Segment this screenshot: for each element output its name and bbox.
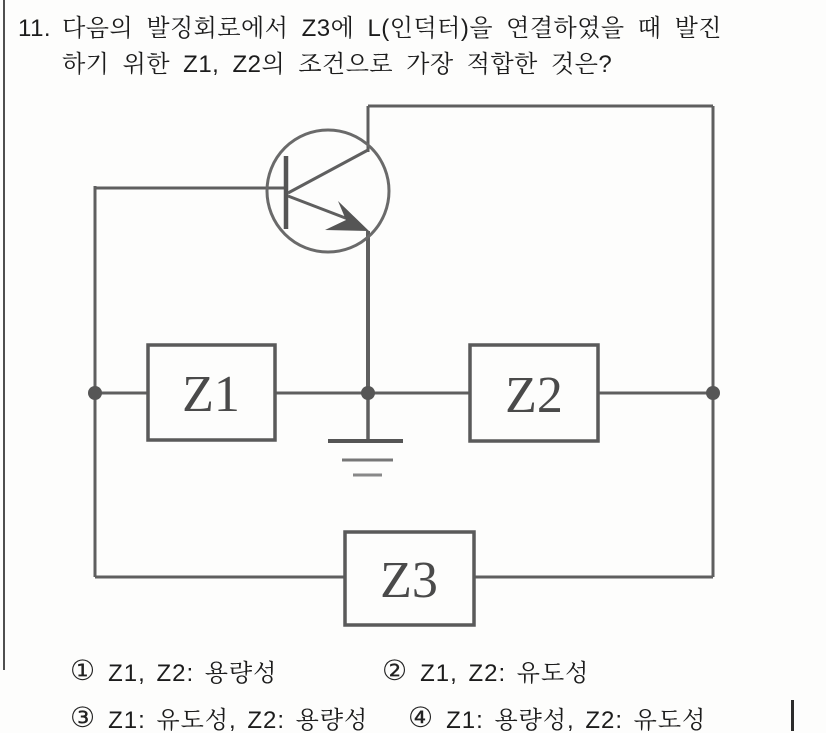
text-cursor-mark: [791, 700, 794, 731]
question-line-1: 다음의 발징회로에서 Z3에 L(인덕터)을 연결하였을 때 발진: [62, 15, 722, 42]
answer-option-3[interactable]: [70, 700, 368, 733]
question-number: 11.: [18, 15, 52, 42]
option-2-text: Z1, Z2: 유도성: [420, 660, 590, 687]
option-4-circled-number[interactable]: ④: [408, 701, 435, 733]
node-center: [361, 386, 375, 400]
option-3-text: Z1: 유도성, Z2: 용량성: [108, 707, 369, 733]
answer-option-2[interactable]: [382, 653, 589, 688]
option-1-circled-number[interactable]: ①: [70, 654, 97, 686]
npn-transistor-icon: [267, 130, 389, 252]
node-right: [706, 386, 720, 400]
answer-option-4[interactable]: [408, 700, 706, 733]
option-1-text: Z1, Z2: 용량성: [108, 660, 278, 687]
question-line-2: 하기 위한 Z1, Z2의 조건으로 가장 적합한 것은?: [62, 51, 613, 78]
label-z3: Z3: [380, 552, 438, 609]
transistor-collector-line: [288, 150, 368, 193]
node-left: [88, 386, 102, 400]
label-z2: Z2: [505, 367, 563, 424]
option-3-circled-number[interactable]: ③: [70, 701, 97, 733]
option-4-text: Z1: 용량성, Z2: 유도성: [446, 707, 707, 733]
circuit-wires: [95, 106, 713, 577]
answer-option-1[interactable]: [70, 653, 277, 688]
ground-symbol-icon: [328, 393, 403, 475]
option-2-circled-number[interactable]: ②: [382, 654, 409, 686]
label-z1: Z1: [182, 366, 240, 423]
emitter-arrow-icon: [325, 201, 369, 231]
transistor-emitter-line: [288, 196, 348, 219]
